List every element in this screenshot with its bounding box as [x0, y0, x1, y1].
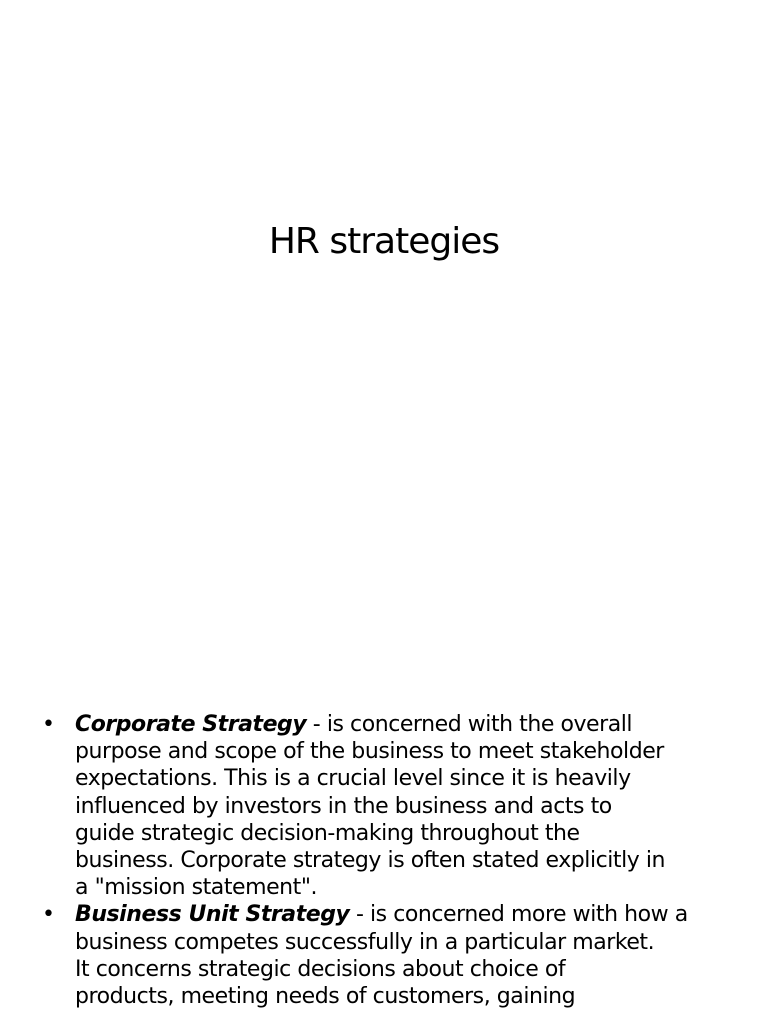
bullet-line — [75, 901, 754, 928]
bullet-list — [42, 711, 754, 1010]
bullet-item-corporate-strategy — [42, 711, 754, 901]
bullet-dot: • — [42, 902, 55, 928]
bullet-line: a "mission statement". — [75, 875, 318, 901]
bullet-text: - is concerned with the overall — [306, 712, 633, 737]
bullet-line: products, meeting needs of customers, gaining — [75, 984, 576, 1010]
bullet-line: It concerns strategic decisions about choice of — [75, 956, 566, 982]
bullet-item-business-unit-strategy — [42, 901, 754, 1010]
bullet-line: business competes successfully in a particular market. — [75, 929, 655, 955]
bullet-line: purpose and scope of the business to meet stakeholder — [75, 739, 664, 765]
bullet-term: Corporate Strategy — [75, 712, 307, 737]
bullet-line: business. Corporate strategy is often stated explicitly in — [75, 848, 666, 874]
slide-title: HR strategies — [268, 221, 500, 262]
bullet-line: guide strategic decision-making throughout the — [75, 820, 580, 846]
bullet-line: expectations. This is a crucial level since it is heavily — [75, 766, 631, 792]
bullet-line — [75, 711, 754, 738]
bullet-line: influenced by investors in the business and acts to — [75, 793, 612, 819]
bullet-text: - is concerned more with how a — [349, 902, 688, 928]
bullet-term: Business Unit Strategy — [75, 902, 350, 928]
bullet-dot: • — [42, 712, 55, 737]
